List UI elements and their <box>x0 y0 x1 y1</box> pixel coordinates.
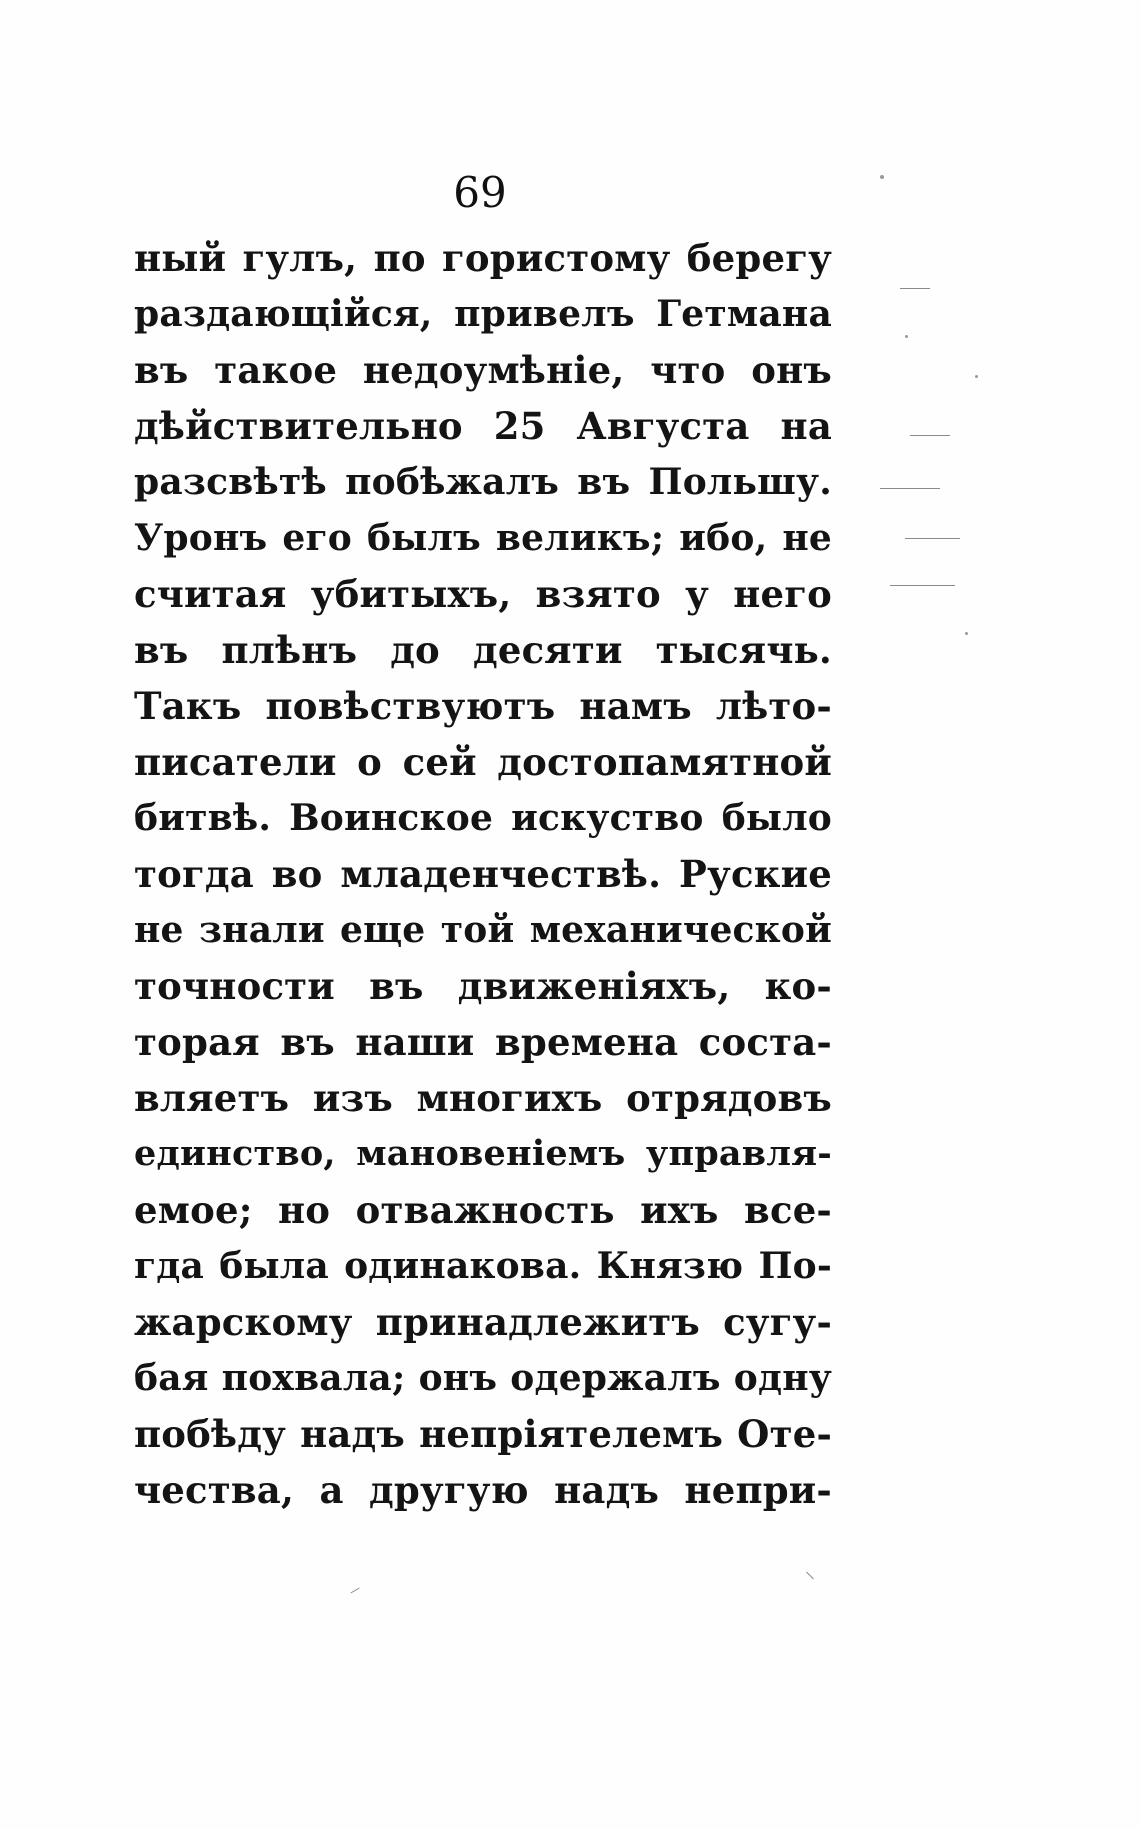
text-line: вляетъ изъ многихъ отрядовъ <box>134 1076 832 1120</box>
scan-mark <box>350 1588 359 1594</box>
scan-mark <box>806 1572 814 1580</box>
text-line: тогда во младенчествѣ. Руские <box>134 852 832 896</box>
text-line: писатели о сей достопамятной <box>134 740 832 784</box>
text-line: жарскому принадлежитъ сугу- <box>134 1300 832 1344</box>
text-line: гда была одинакова. Князю По- <box>134 1245 832 1287</box>
text-line: чества, а другую надъ непри- <box>134 1468 832 1512</box>
text-line: Такъ повѣствуютъ намъ лѣто- <box>134 684 832 728</box>
text-line: въ такое недоумѣніе, что онъ <box>134 348 832 392</box>
text-line: битвѣ. Воинское искуство было <box>134 797 832 839</box>
text-line: Уронъ его былъ великъ; ибо, не <box>134 517 832 559</box>
scan-mark <box>910 435 950 436</box>
scan-mark <box>890 585 955 586</box>
text-line: единство, мановеніемъ управля- <box>134 1133 832 1174</box>
scan-mark <box>975 375 978 378</box>
text-line: бая похвала; онъ одержалъ одну <box>134 1357 832 1399</box>
text-line: раздающійся, привелъ Гетмана <box>134 293 832 335</box>
scan-mark <box>965 632 968 635</box>
scan-mark <box>880 175 884 179</box>
text-line: считая убитыхъ, взято у него <box>134 572 832 616</box>
text-line: ный гулъ, по гористому берегу <box>134 236 832 280</box>
text-line: точности въ движеніяхъ, ко- <box>134 964 832 1008</box>
page-number: 69 <box>453 168 507 217</box>
text-line: побѣду надъ непріятелемъ Оте- <box>134 1412 832 1456</box>
text-line: разсвѣтѣ побѣжалъ въ Польшу. <box>134 461 832 503</box>
text-line: дѣйствительно 25 Августа на <box>134 404 832 448</box>
body-text <box>134 230 832 1518</box>
text-line: въ плѣнъ до десяти тысячь. <box>134 628 832 672</box>
text-line: торая въ наши времена состa- <box>134 1020 832 1064</box>
scan-mark <box>900 288 930 289</box>
scan-mark <box>905 335 908 338</box>
text-line: не знали еще той механической <box>134 909 832 951</box>
text-line: емое; но отважность ихъ все- <box>134 1188 832 1232</box>
scan-mark <box>880 488 940 489</box>
scan-mark <box>905 538 960 539</box>
